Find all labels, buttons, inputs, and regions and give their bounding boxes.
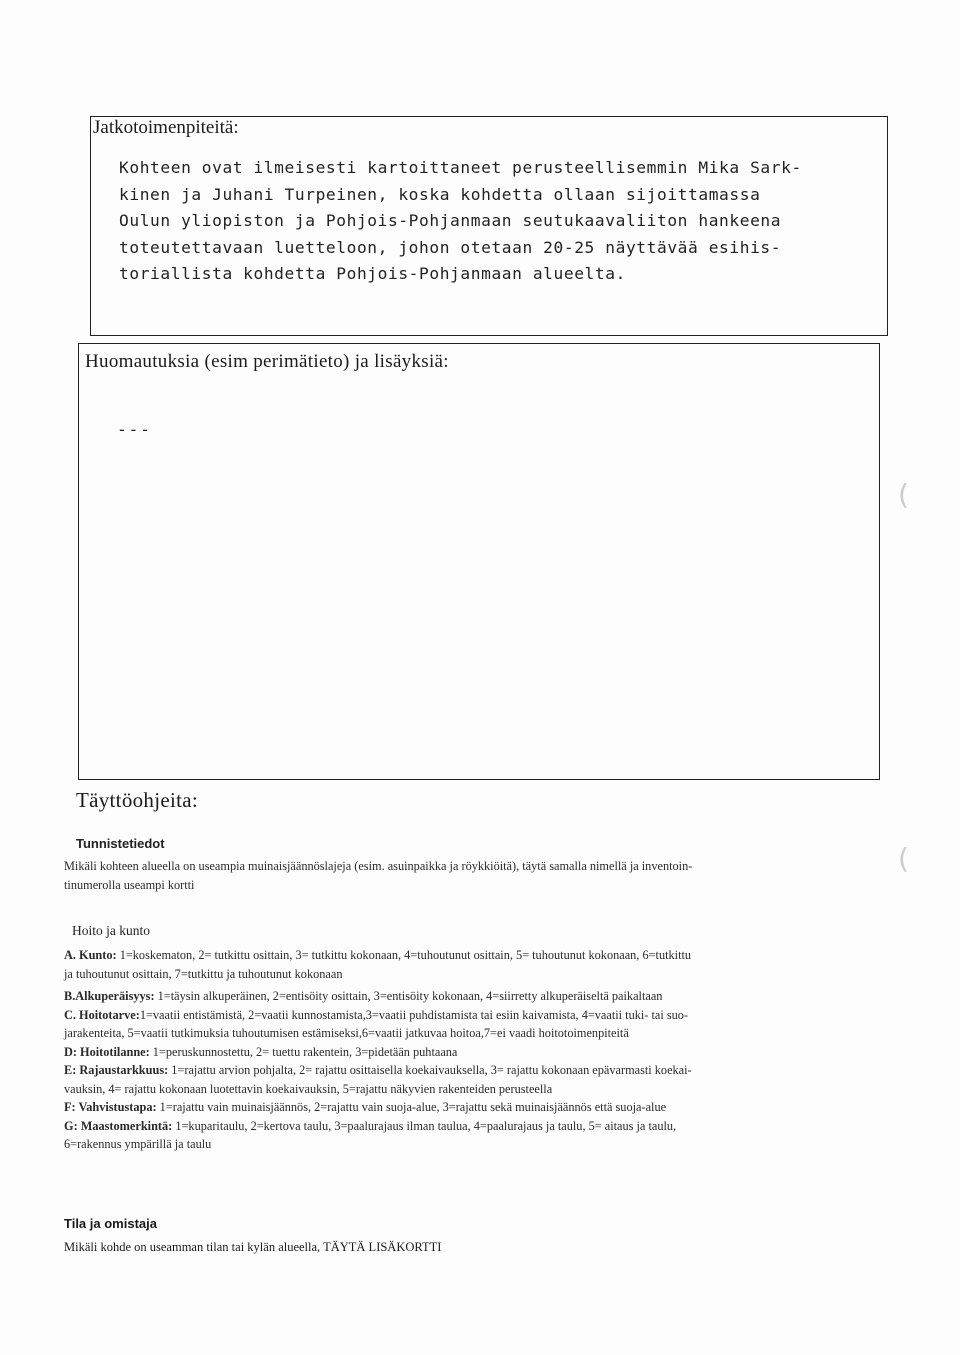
- text-line: toteutettavaan luetteloon, johon otetaan 20-25 näyttävää esihis-: [119, 237, 782, 257]
- item-label: A. Kunto:: [64, 948, 117, 962]
- item-b: [64, 987, 692, 1006]
- item-label: C. Hoitotarve:: [64, 1007, 140, 1022]
- hoito-kunto-heading: Hoito ja kunto: [72, 923, 150, 938]
- item-c-cont: jarakenteita, 5=vaatii tutkimuksia tuhoutumisen estämiseksi,6=vaatii jatkuvaa hoitoa,7=ei vaadi hoitotoimenpiteitä: [64, 1026, 629, 1040]
- item-text: 1=vaatii entistämistä, 2=vaatii kunnostamista,3=vaatii puhdistamista tai esiin kaivamista, 4=vaatii tuki- tai suo-: [139, 1007, 689, 1022]
- jatkotoimenpiteita-text: [119, 155, 879, 288]
- item-label: E: Rajaustarkkuus:: [64, 1063, 169, 1077]
- item-text: 1=peruskunnostettu, 2= tuettu rakentein, 3=pidetään puhtaana: [149, 1044, 458, 1059]
- text-line: Oulun yliopiston ja Pohjois-Pohjanmaan seutukaavaliiton hankeena: [119, 211, 782, 231]
- text-line: kinen ja Juhani Turpeinen, koska kohdetta ollaan sijoittamassa: [119, 184, 761, 204]
- tayttoohjeita-title: Täyttöohjeita:: [76, 788, 198, 812]
- text-line: toriallista kohdetta Pohjois-Pohjanmaan alueelta.: [119, 264, 626, 284]
- item-text: 1=rajattu arvion pohjalta, 2= rajattu osittaisella koekaivauksella, 3= rajattu kokonaan epävarmasti koekai-: [168, 1063, 692, 1077]
- item-label: G: Maastomerkintä:: [64, 1118, 173, 1133]
- hoito-kunto-text: [64, 946, 692, 1154]
- text-line: Mikäli kohteen alueella on useampia muinaisjäännöslajeja (esim. asuinpaikka ja röykkiöitä), täytä samalla nimellä ja inventoin-: [64, 859, 693, 873]
- scan-mark: (: [898, 842, 909, 875]
- item-e-cont: vauksin, 4= rajattu kokonaan luotettavin koekaivauksin, 5=rajattu näkyvien rakenteiden perusteella: [64, 1081, 553, 1096]
- huomautuksia-title: Huomautuksia (esim perimätieto) ja lisäyksiä:: [85, 351, 449, 372]
- item-text: 1=koskematon, 2= tutkittu osittain, 3= tutkittu kokonaan, 4=tuhoutunut osittain, 5= tuhoutunut kokonaan, 6=tutkittu: [116, 948, 692, 962]
- item-label: B.Alkuperäisyys:: [64, 989, 155, 1003]
- tila-omistaja-heading: Tila ja omistaja: [64, 1216, 157, 1231]
- jatkotoimenpiteita-title: Jatkotoimenpiteitä:: [93, 117, 239, 138]
- item-text: 1=täysin alkuperäinen, 2=entisöity osittain, 3=entisöity kokonaan, 4=siirretty alkuperäiseltä paikaltaan: [154, 989, 663, 1003]
- item-g-cont: 6=rakennus ympärillä ja taulu: [64, 1137, 212, 1151]
- scan-mark: (: [898, 478, 909, 511]
- huomautuksia-box: [78, 343, 880, 780]
- item-c: [64, 1006, 692, 1025]
- item-a-cont: ja tuhoutunut osittain, 7=tutkittu ja tuhoutunut kokonaan: [64, 966, 343, 981]
- item-label: D: Hoitotilanne:: [64, 1044, 150, 1059]
- item-f: [64, 1098, 692, 1117]
- item-a: [64, 946, 692, 965]
- tunnistetiedot-heading: Tunnistetiedot: [76, 836, 165, 851]
- item-text: 1=rajattu vain muinaisjäännös, 2=rajattu vain suoja-alue, 3=rajattu sekä muinaisjäännös että suoja-alue: [156, 1100, 667, 1114]
- tunnistetiedot-text: [64, 857, 692, 894]
- jatkotoimenpiteita-box: [90, 116, 888, 336]
- item-e: [64, 1061, 692, 1080]
- item-text: 1=kuparitaulu, 2=kertova taulu, 3=paalurajaus ilman taulua, 4=paalurajaus ja taulu, 5= aitaus ja taulu,: [172, 1118, 677, 1133]
- item-d: [64, 1043, 692, 1062]
- text-line: Kohteen ovat ilmeisesti kartoittaneet perusteellisemmin Mika Sark-: [119, 158, 802, 177]
- huomautuksia-text: ---: [117, 420, 152, 439]
- tila-omistaja-text: Mikäli kohde on useamman tilan tai kylän alueella, TÄYTÄ LISÄKORTTI: [64, 1240, 442, 1254]
- item-g: [64, 1117, 692, 1136]
- item-label: F: Vahvistustapa:: [64, 1100, 157, 1114]
- text-line: tinumerolla useampi kortti: [64, 877, 195, 892]
